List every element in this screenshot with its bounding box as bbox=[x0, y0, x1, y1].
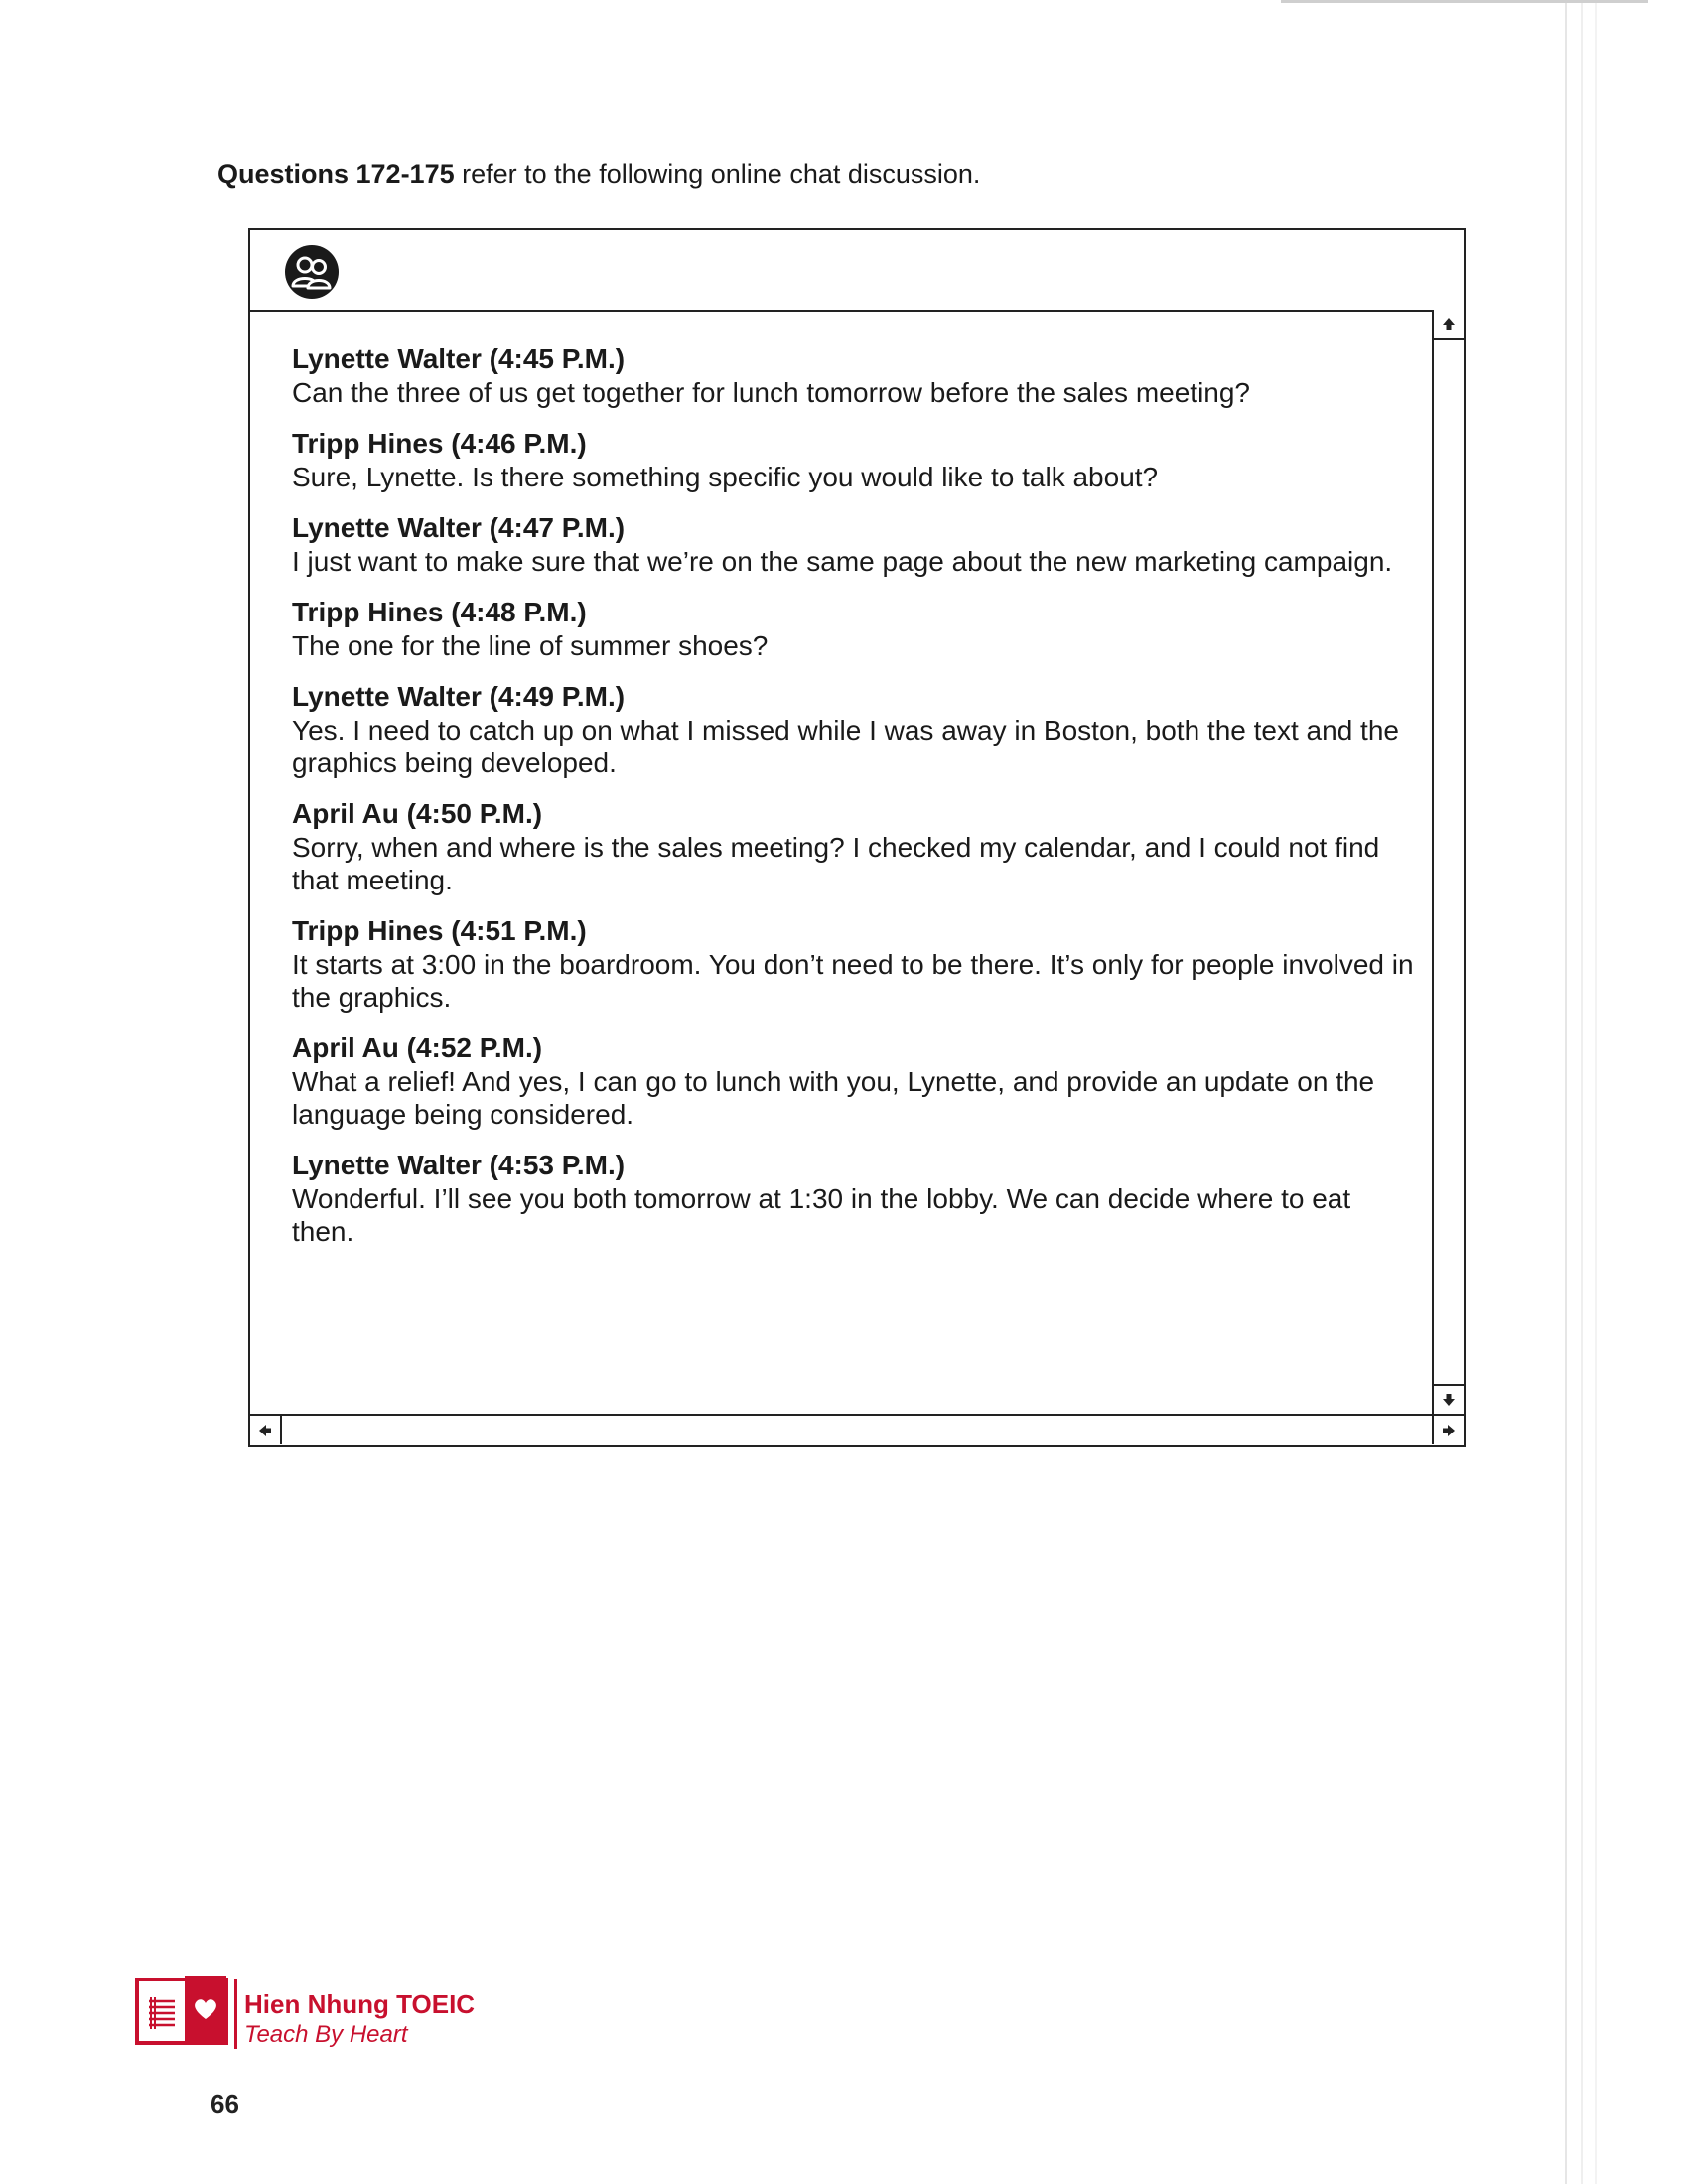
group-chat-icon[interactable] bbox=[284, 244, 340, 300]
brand-divider bbox=[234, 1979, 237, 2049]
scroll-left-button[interactable] bbox=[250, 1416, 282, 1444]
arrow-down-icon bbox=[1441, 1392, 1457, 1408]
chat-header bbox=[250, 230, 1464, 312]
scroll-down-button[interactable] bbox=[1434, 1384, 1464, 1414]
message-author: Tripp Hines (4:46 P.M.) bbox=[292, 428, 587, 459]
message-author: Tripp Hines (4:51 P.M.) bbox=[292, 915, 587, 946]
page-edge bbox=[1565, 0, 1567, 2184]
brand-tagline: Teach By Heart bbox=[244, 2021, 408, 2048]
message-text: Sorry, when and where is the sales meeting? I checked my calendar, and I could not find that meeting. bbox=[292, 832, 1380, 895]
scroll-up-button[interactable] bbox=[1434, 310, 1464, 340]
questions-range: Questions 172-175 bbox=[217, 159, 455, 189]
message-author: Lynette Walter (4:47 P.M.) bbox=[292, 512, 626, 543]
chat-message bbox=[292, 796, 1414, 896]
message-author: April Au (4:52 P.M.) bbox=[292, 1032, 543, 1063]
scroll-right-button[interactable] bbox=[1432, 1416, 1464, 1444]
message-text: Sure, Lynette. Is there something specific you would like to talk about? bbox=[292, 462, 1159, 492]
chat-message bbox=[292, 1030, 1414, 1131]
arrow-left-icon bbox=[257, 1423, 273, 1438]
message-author: April Au (4:50 P.M.) bbox=[292, 798, 543, 829]
page-number: 66 bbox=[211, 2089, 239, 2118]
questions-intro-text: refer to the following online chat discussion. bbox=[454, 159, 981, 189]
message-text: Can the three of us get together for lunch tomorrow before the sales meeting? bbox=[292, 377, 1251, 408]
chat-message bbox=[292, 341, 1414, 409]
brand-name: Hien Nhung TOEIC bbox=[244, 1989, 476, 2019]
chat-message bbox=[292, 510, 1414, 578]
chat-message bbox=[292, 913, 1414, 1014]
message-author: Tripp Hines (4:48 P.M.) bbox=[292, 597, 587, 627]
message-text: Yes. I need to catch up on what I missed while I was away in Boston, both the text and the graphics being developed. bbox=[292, 715, 1399, 778]
message-text: Wonderful. I’ll see you both tomorrow at 1:30 in the lobby. We can decide where to eat then. bbox=[292, 1183, 1351, 1247]
message-text: It starts at 3:00 in the boardroom. You don’t need to be there. It’s only for people involved in the graphics. bbox=[292, 949, 1414, 1013]
chat-messages bbox=[292, 341, 1414, 1265]
chat-window bbox=[248, 228, 1466, 1447]
message-text: I just want to make sure that we’re on the same page about the new marketing campaign. bbox=[292, 546, 1393, 577]
arrow-right-icon bbox=[1441, 1423, 1457, 1438]
page-edge-top bbox=[1281, 0, 1648, 3]
book-heart-logo bbox=[135, 1976, 230, 2049]
chat-message bbox=[292, 426, 1414, 493]
page-edge bbox=[1581, 0, 1583, 2184]
horizontal-scrollbar[interactable] bbox=[250, 1414, 1464, 1445]
chat-message bbox=[292, 595, 1414, 662]
vertical-scrollbar[interactable] bbox=[1432, 310, 1464, 1414]
message-author: Lynette Walter (4:53 P.M.) bbox=[292, 1150, 626, 1180]
chat-message bbox=[292, 1148, 1414, 1248]
message-author: Lynette Walter (4:45 P.M.) bbox=[292, 343, 626, 374]
questions-intro bbox=[217, 159, 980, 190]
message-text: What a relief! And yes, I can go to lunch with you, Lynette, and provide an update on the language being considered. bbox=[292, 1066, 1375, 1130]
message-text: The one for the line of summer shoes? bbox=[292, 630, 769, 661]
message-author: Lynette Walter (4:49 P.M.) bbox=[292, 681, 626, 712]
page-edge bbox=[1595, 0, 1597, 2184]
arrow-up-icon bbox=[1441, 316, 1457, 332]
chat-message bbox=[292, 679, 1414, 779]
